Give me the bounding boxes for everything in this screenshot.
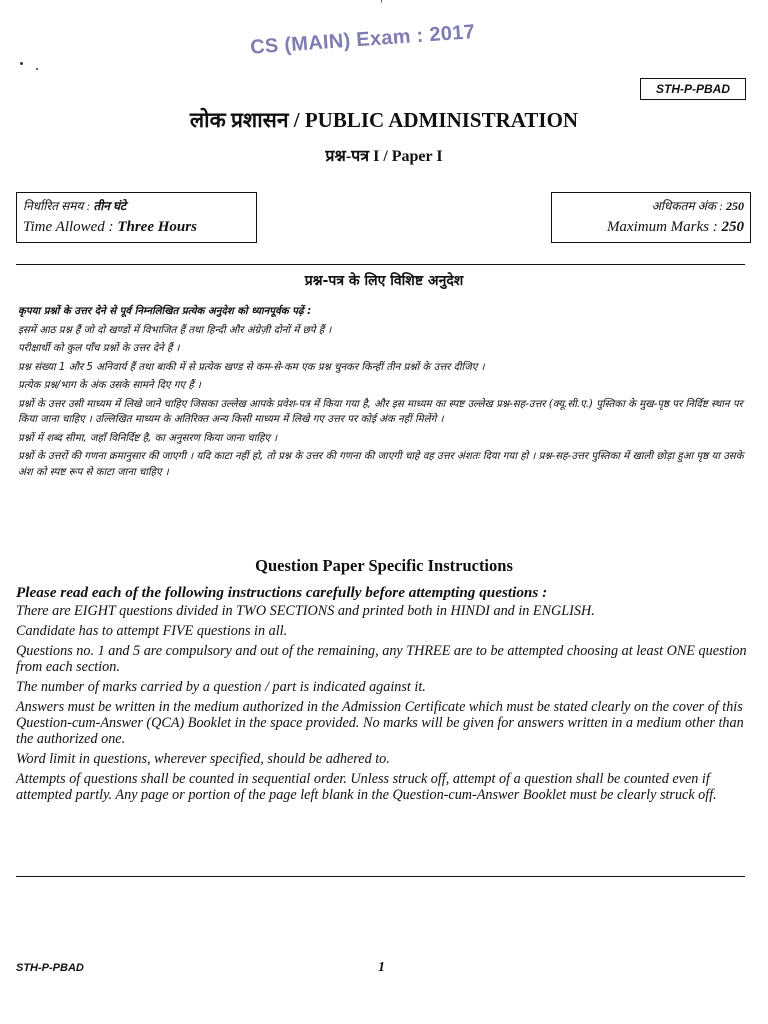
exam-stamp: CS (MAIN) Exam : 2017 [249, 21, 476, 59]
english-instruction-item: Questions no. 1 and 5 are compulsory and out of the remaining, any THREE are to be attempted choosing at least ONE question from each section. [16, 643, 747, 675]
marks-hi-label: अधिकतम अंक : [651, 199, 723, 213]
marks-en-label: Maximum Marks : [606, 219, 718, 235]
english-instruction-item: Answers must be written in the medium authorized in the Admission Certificate which must be stated clearly on the cover of this Question-cum-Answer (QCA) Booklet in the space provided. No marks will be given for answers written in a medium other than the authorized one. [16, 699, 744, 747]
paper-subtitle: प्रश्न-पत्र I / Paper I [325, 148, 443, 165]
english-instructions [16, 585, 748, 807]
footer-paper-code: STH-P-PBAD [16, 962, 84, 974]
marks-en-value: 250 [721, 219, 744, 235]
time-hi-value: तीन घंटे [93, 199, 127, 213]
hindi-instruction-item: प्रश्नों में शब्द सीमा, जहाँ विनिर्दिष्ट है, का अनुसरण किया जाना चाहिए । [18, 432, 278, 444]
hindi-instruction-item: प्रश्नों के उत्तर उसी माध्यम में लिखे जाने चाहिए जिसका उल्लेख आपके प्रवेश-पत्र में किया गया है, और इस माध्यम का स्पष्ट उल्लेख प्रश्न-सह-उत्तर (क्यू.सी.ए.) पुस्तिका के मुख-पृष्ठ पर निर्दिष्ट स्थान पर किया जाना चाहिए । उल्लिखित माध्यम के अतिरिक्त अन्य किसी माध्यम में लिखे गए उत्तर पर कोई अंक नहीं मिलेंगे । [18, 398, 743, 425]
paper-title: लोक प्रशासन / PUBLIC ADMINISTRATION [189, 108, 579, 132]
hindi-instructions-lead: कृपया प्रश्नों के उत्तर देने से पूर्व निम्नलिखित प्रत्येक अनुदेश को ध्यानपूर्वक पढ़ें : [18, 306, 312, 317]
hindi-instruction-item: परीक्षार्थी को कुल पाँच प्रश्नों के उत्तर देने हैं । [18, 343, 180, 354]
english-instruction-item: Attempts of questions shall be counted in sequential order. Unless struck off, attempt of a question shall be counted even if attempted partly. Any page or portion of the page left blank in the Question-cum-Answer Booklet must be clearly struck off. [16, 771, 717, 803]
time-hi-label: निर्धारित समय : [23, 199, 91, 213]
time-allowed-english [23, 217, 250, 238]
hindi-instructions [18, 304, 748, 483]
english-instruction-item: Word limit in questions, wherever specified, should be adhered to. [16, 751, 390, 767]
ink-dot [36, 68, 38, 70]
divider [16, 876, 745, 877]
hindi-instruction-item: प्रत्येक प्रश्न/भाग के अंक उसके सामने दिए गए हैं । [18, 380, 201, 391]
time-allowed-hindi [23, 195, 250, 217]
english-instruction-item: The number of marks carried by a question / part is indicated against it. [16, 679, 426, 695]
top-mark: ˈ [380, 0, 383, 11]
time-en-value: Three Hours [117, 219, 197, 235]
marks-english [558, 217, 744, 238]
english-instructions-heading: Question Paper Specific Instructions [255, 556, 513, 575]
hindi-instructions-heading: प्रश्न-पत्र के लिए विशिष्ट अनुदेश [304, 273, 464, 289]
hindi-instruction-item: प्रश्नों के उत्तरों की गणना क्रमानुसार की जाएगी । यदि काटा नहीं हो, तो प्रश्न के उत्तर की गणना की जाएगी चाहे वह उत्तर अंशतः दिया गया हो । प्रश्न-सह-उत्तर पुस्तिका में खाली छोड़ा हुआ पृष्ठ या उसके अंश को स्पष्ट रूप से काटा जाना चाहिए । [18, 451, 744, 478]
time-allowed-box [16, 192, 257, 243]
english-instruction-item: Candidate has to attempt FIVE questions in all. [16, 623, 288, 639]
time-en-label: Time Allowed : [23, 219, 114, 235]
paper-code-box: STH-P-PBAD [640, 78, 746, 100]
page-number: 1 [378, 960, 385, 975]
hindi-instruction-item: इसमें आठ प्रश्न हैं जो दो खण्डों में विभाजित हैं तथा हिन्दी और अंग्रेज़ी दोनों में छपे हैं । [18, 324, 332, 336]
hindi-instruction-item: प्रश्न संख्या 1 और 5 अनिवार्य हैं तथा बाकी में से प्रत्येक खण्ड से कम-से-कम एक प्रश्न चुनकर किन्हीं तीन प्रश्नों के उत्तर दीजिए । [18, 361, 485, 373]
marks-hi-value: 250 [726, 199, 744, 213]
marks-hindi [558, 195, 744, 217]
ink-dot [20, 62, 23, 65]
maximum-marks-box [551, 192, 751, 243]
divider [16, 264, 745, 265]
english-instruction-item: There are EIGHT questions divided in TWO SECTIONS and printed both in HINDI and in ENGLISH. [16, 603, 595, 619]
english-instructions-lead: Please read each of the following instructions carefully before attempting questions : [16, 584, 548, 601]
